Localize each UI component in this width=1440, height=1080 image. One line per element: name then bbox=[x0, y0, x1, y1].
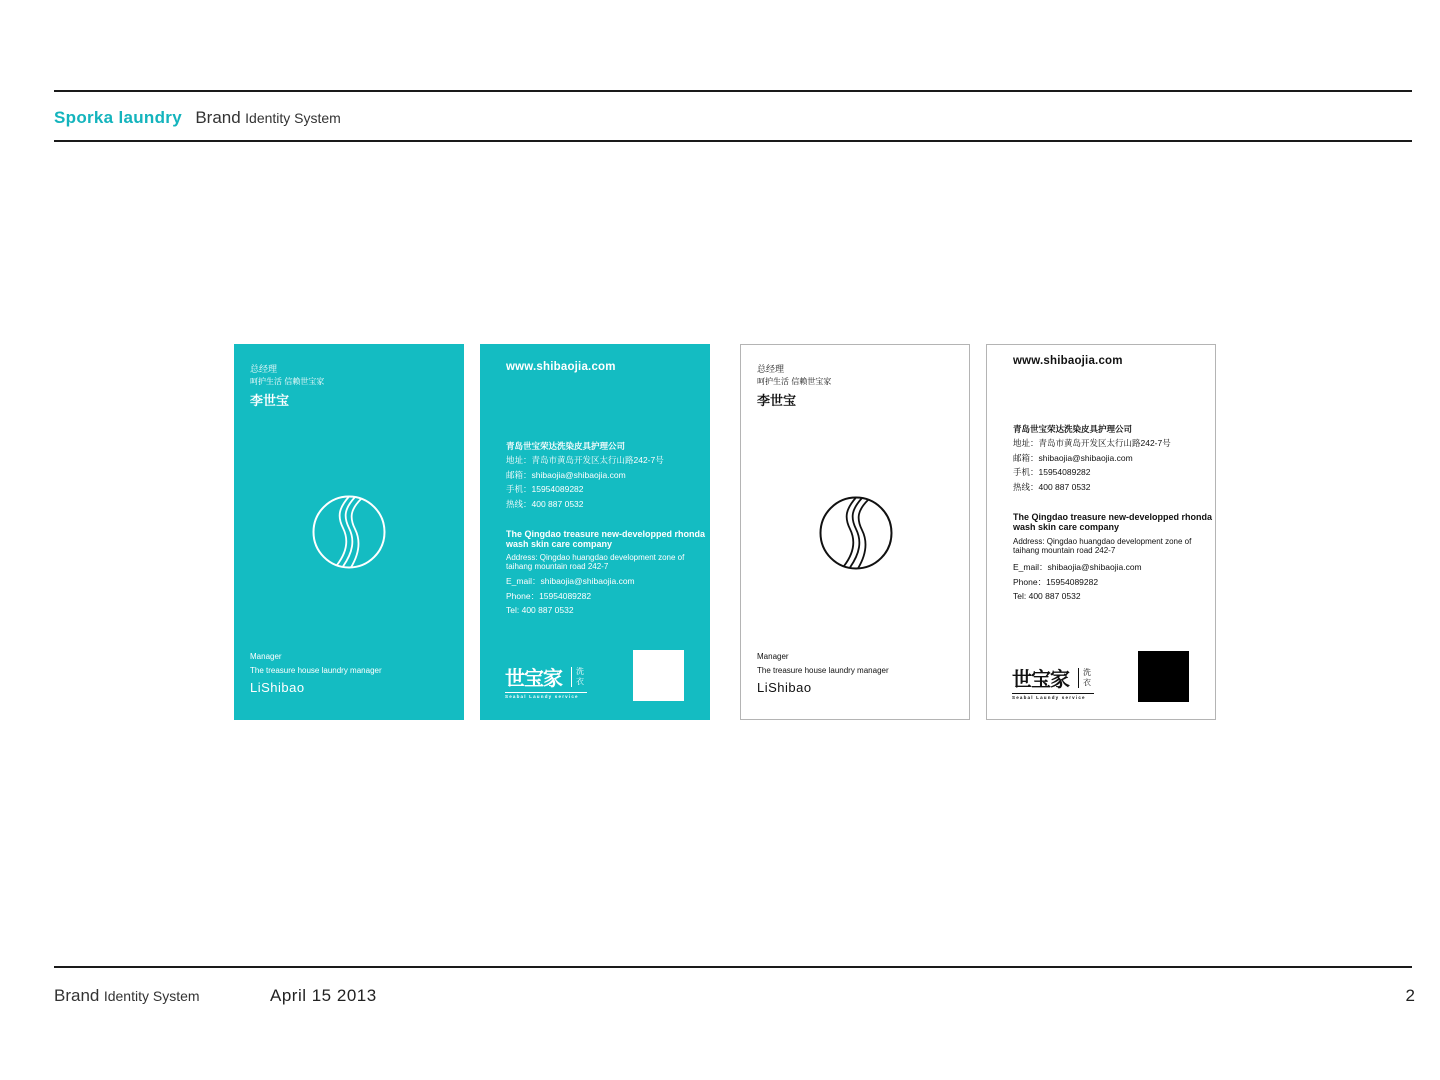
shibaojia-logo bbox=[1012, 667, 1122, 707]
logo-divider bbox=[1012, 693, 1094, 694]
card-role-en: Manager bbox=[250, 652, 282, 661]
card-mobile-cn: 手机：15954089282 bbox=[506, 484, 584, 494]
card-email-en: E_mail：shibaojia@shibaojia.com bbox=[1013, 562, 1142, 572]
logo-side-text: 洗衣 bbox=[571, 667, 586, 687]
logo-sub-text: Seabal Laundy service bbox=[1012, 695, 1086, 700]
card-contact-en bbox=[506, 574, 635, 618]
business-card-back-teal bbox=[480, 344, 710, 720]
business-card-front-teal bbox=[234, 344, 464, 720]
s-wave-emblem-icon bbox=[311, 494, 387, 570]
card-email-en: E_mail：shibaojia@shibaojia.com bbox=[506, 576, 635, 586]
header-bottom-rule bbox=[54, 140, 1412, 142]
card-name-cn: 李世宝 bbox=[250, 393, 290, 408]
card-website: www.shibaojia.com bbox=[506, 361, 616, 373]
header-subtitle-big: Brand bbox=[195, 108, 241, 127]
footer-brand bbox=[54, 984, 200, 1008]
card-tel-en: Tel: 400 887 0532 bbox=[1013, 591, 1081, 601]
shibaojia-logo bbox=[505, 666, 615, 706]
card-tel-en: Tel: 400 887 0532 bbox=[506, 605, 574, 615]
business-card-front-white bbox=[740, 344, 970, 720]
card-email-cn: 邮箱：shibaojia@shibaojia.com bbox=[1013, 452, 1133, 463]
footer-brand-small: Identity System bbox=[103, 988, 200, 1004]
business-card-back-white bbox=[986, 344, 1216, 720]
logo-sub-text: Seabal Laundy service bbox=[505, 694, 579, 699]
card-company-cn: 青岛世宝荣达洗染皮具护理公司 bbox=[1013, 424, 1133, 434]
card-name-cn: 李世宝 bbox=[757, 393, 797, 408]
footer-date: April 15 2013 bbox=[270, 986, 377, 1005]
card-address-cn: 地址：青岛市黄岛开发区太行山路242-7号 bbox=[1013, 438, 1171, 448]
card-contact-cn bbox=[506, 453, 664, 511]
logo-main-text: 世宝家 bbox=[505, 666, 562, 690]
card-role-en: Manager bbox=[757, 652, 789, 661]
card-phone-en: Phone：15954089282 bbox=[506, 590, 592, 601]
header-title bbox=[54, 106, 341, 130]
page-number: 2 bbox=[1405, 986, 1415, 1005]
logo-main-text: 世宝家 bbox=[1012, 667, 1069, 691]
card-address-en: Address: Qingdao huangdao development zone of taihang mountain road 242-7 bbox=[506, 553, 685, 571]
s-wave-emblem-icon bbox=[818, 495, 894, 571]
footer-brand-big: Brand bbox=[54, 986, 100, 1005]
logo-side-text: 洗衣 bbox=[1078, 668, 1093, 688]
card-address-cn: 地址：青岛市黄岛开发区太行山路242-7号 bbox=[506, 455, 664, 465]
card-website: www.shibaojia.com bbox=[1013, 355, 1123, 367]
card-company-cn: 青岛世宝荣达洗染皮具护理公司 bbox=[506, 441, 626, 451]
card-role-desc-en: The treasure house laundry manager bbox=[757, 666, 889, 675]
card-role-desc-en: The treasure house laundry manager bbox=[250, 666, 382, 675]
brand-name: Sporka laundry bbox=[54, 108, 182, 127]
card-title-cn: 总经理 bbox=[250, 364, 278, 374]
card-address-en: Address: Qingdao huangdao development zone of taihang mountain road 242-7 bbox=[1013, 537, 1192, 555]
logo-divider bbox=[505, 692, 587, 693]
card-mobile-cn: 手机：15954089282 bbox=[1013, 467, 1091, 477]
card-contact-en bbox=[1013, 560, 1142, 604]
footer-rule bbox=[54, 966, 1412, 968]
card-title-cn: 总经理 bbox=[757, 364, 785, 374]
card-company-en: The Qingdao treasure new-developped rhonda wash skin care company bbox=[506, 529, 706, 549]
card-email-cn: 邮箱：shibaojia@shibaojia.com bbox=[506, 469, 626, 480]
card-name-en: LiShibao bbox=[250, 680, 305, 695]
card-contact-cn bbox=[1013, 436, 1171, 494]
qr-code-icon bbox=[1138, 651, 1189, 702]
header-top-rule bbox=[54, 90, 1412, 92]
card-slogan-cn: 呵护生活 信赖世宝家 bbox=[757, 377, 832, 386]
card-hotline-cn: 热线：400 887 0532 bbox=[1013, 481, 1091, 492]
card-phone-en: Phone：15954089282 bbox=[1013, 576, 1099, 587]
card-name-en: LiShibao bbox=[757, 680, 812, 695]
card-hotline-cn: 热线：400 887 0532 bbox=[506, 498, 584, 509]
header-subtitle-small: Identity System bbox=[245, 110, 341, 126]
qr-code-icon bbox=[633, 650, 684, 701]
card-company-en: The Qingdao treasure new-developped rhonda wash skin care company bbox=[1013, 512, 1213, 532]
card-slogan-cn: 呵护生活 信赖世宝家 bbox=[250, 377, 325, 386]
